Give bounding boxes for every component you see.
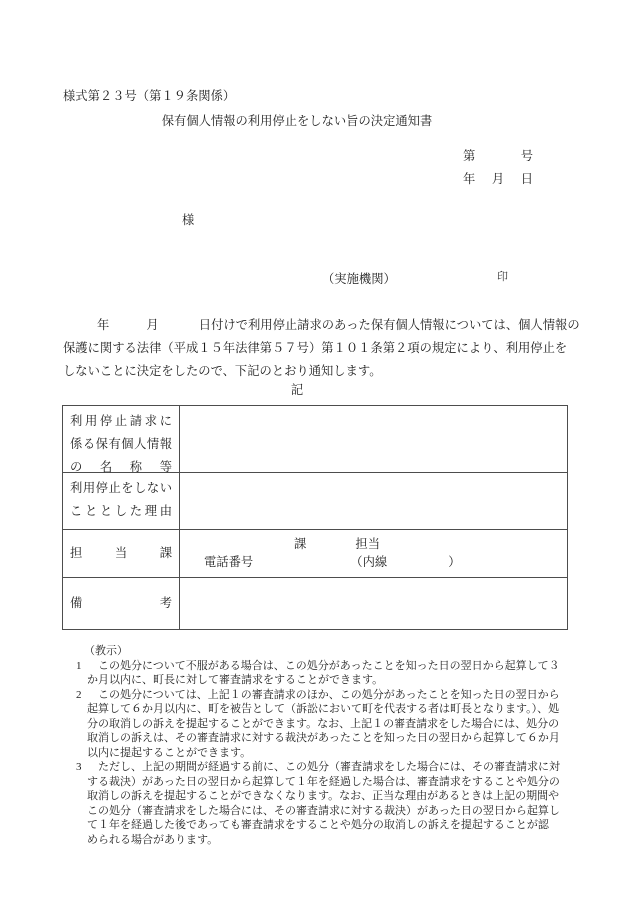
kyoji-heading: （教示） bbox=[84, 645, 128, 657]
kyoji-item-3-line-1 bbox=[63, 760, 593, 775]
body-line-2: 保護に関する法律（平成１５年法律第５７号）第１０１条第２項の規定により、利用停止を bbox=[63, 341, 568, 356]
row-header-reason-line2: こととした理由 bbox=[70, 504, 172, 518]
document-title: 保有個人情報の利用停止をしない旨の決定通知書 bbox=[161, 114, 433, 128]
phone-number-label: 電話番号 bbox=[204, 555, 254, 569]
request-info-table bbox=[62, 405, 568, 630]
document-title-wrap bbox=[0, 111, 594, 129]
kyoji-item-2-line-1 bbox=[63, 688, 593, 703]
body-line-1 bbox=[63, 314, 583, 337]
kyoji-item-1-line-1 bbox=[63, 659, 593, 674]
ki-label: 記 bbox=[290, 383, 304, 397]
row-header-name-line2: 係る保有個人情報 bbox=[70, 437, 172, 451]
kyoji-item-2-line-5: 以内に提起することができます。 bbox=[87, 746, 252, 759]
kyoji-item-2-line-4: 取消しの訴えは、その審査請求に対する裁決があったことを知った日の翌日から起算して６か月 bbox=[87, 732, 560, 744]
kyoji-item-2-line-2: 起算して６か月以内に、町を被告として（訴訟において町を代表する者は町長となります。）、処 bbox=[87, 703, 560, 715]
date-day-label: 日 bbox=[520, 172, 533, 186]
doc-number-date-block bbox=[463, 145, 533, 191]
doc-date-line bbox=[463, 168, 533, 191]
row-header-reason-line1: 利用停止をしない bbox=[70, 481, 172, 495]
kyoji-item-3-line-3: 取消しの訴えを提起することができなくなります。なお、正当な理由があるときは上記の期間や bbox=[87, 790, 560, 802]
kyoji-item-3-line-6: められる場合があります。 bbox=[87, 833, 219, 846]
table-row-name bbox=[63, 406, 567, 473]
kyoji-item-1-number: 1 bbox=[76, 659, 82, 672]
body-year-label: 年 bbox=[97, 318, 110, 332]
section-tantou-label: 担当 bbox=[355, 537, 380, 551]
agency-label: （実施機関） bbox=[322, 272, 396, 286]
row-value-remarks bbox=[180, 578, 567, 629]
kyoji-item-3-number: 3 bbox=[76, 761, 82, 773]
kyoji-item-3-line-2: する裁決）があった日の翌日から起算して１年を経過した場合は、審査請求をすることや処分の bbox=[87, 775, 560, 788]
kyoji-item-3-line-5: て１年を経過した後であっても審査請求をすることや処分の取消しの訴えを提起することが認 bbox=[87, 819, 549, 831]
body-paragraph bbox=[63, 314, 583, 384]
addressee-suffix: 様 bbox=[182, 213, 195, 227]
extension-open-label: （内線 bbox=[350, 555, 388, 569]
row-header-section-label: 担当課 bbox=[70, 546, 172, 560]
extension-close-label: ） bbox=[448, 555, 461, 569]
kyoji-section bbox=[63, 644, 593, 847]
kyoji-item-1-line-2: か月以内に、町長に対して審査請求をすることができます。 bbox=[87, 674, 384, 686]
row-header-remarks-label: 備考 bbox=[70, 596, 172, 610]
row-value-reason bbox=[180, 473, 567, 529]
table-row-section bbox=[63, 530, 567, 578]
doc-number-line bbox=[463, 145, 533, 168]
kyoji-item-3-text: ただし、上記の期間が経過する前に、この処分（審査請求をした場合には、その審査請求に対 bbox=[98, 761, 560, 773]
body-month-label: 月 bbox=[146, 318, 159, 332]
row-header-name bbox=[63, 406, 180, 472]
form-number: 様式第２３号（第１９条関係） bbox=[63, 89, 236, 103]
row-header-reason bbox=[63, 473, 180, 529]
kyoji-item-3-line-4: この処分（審査請求をした場合には、その審査請求に対する裁決）があった日の翌日から起算し bbox=[87, 804, 560, 817]
section-line bbox=[180, 535, 567, 553]
date-year-label: 年 bbox=[463, 172, 476, 186]
row-header-section bbox=[63, 530, 180, 577]
phone-line bbox=[180, 553, 567, 571]
kyoji-item-1-text: この処分について不服がある場合は、この処分があったことを知った日の翌日から起算して３ bbox=[98, 659, 560, 672]
body-line-3: しないことに決定をしたので、下記のとおり通知します。 bbox=[63, 364, 382, 379]
row-value-section bbox=[180, 530, 567, 577]
row-header-name-line1: 利用停止請求に bbox=[70, 414, 172, 428]
kyoji-item-2-number: 2 bbox=[76, 688, 82, 701]
date-month-label: 月 bbox=[491, 172, 505, 186]
doc-number-suffix: 号 bbox=[520, 149, 533, 163]
kyoji-item-2-text: この処分については、上記１の審査請求のほか、この処分があったことを知った日の翌日から bbox=[98, 688, 560, 701]
table-row-reason bbox=[63, 473, 567, 530]
doc-number-prefix: 第 bbox=[463, 149, 476, 163]
kyoji-item-2-line-3: 分の取消しの訴えを提起することができます。なお、上記１の審査請求をした場合には、処分の bbox=[87, 717, 560, 730]
ki-label-wrap bbox=[0, 380, 594, 398]
section-ka-label: 課 bbox=[294, 537, 307, 551]
seal-mark: 印 bbox=[497, 271, 508, 283]
row-header-remarks bbox=[63, 578, 180, 629]
row-value-name bbox=[180, 406, 567, 472]
row-header-name-line3: の名称等 bbox=[70, 460, 172, 474]
body-line-1-text: 日付けで利用停止請求のあった保有個人情報については、個人情報の bbox=[198, 318, 580, 332]
table-row-remarks bbox=[63, 578, 567, 629]
